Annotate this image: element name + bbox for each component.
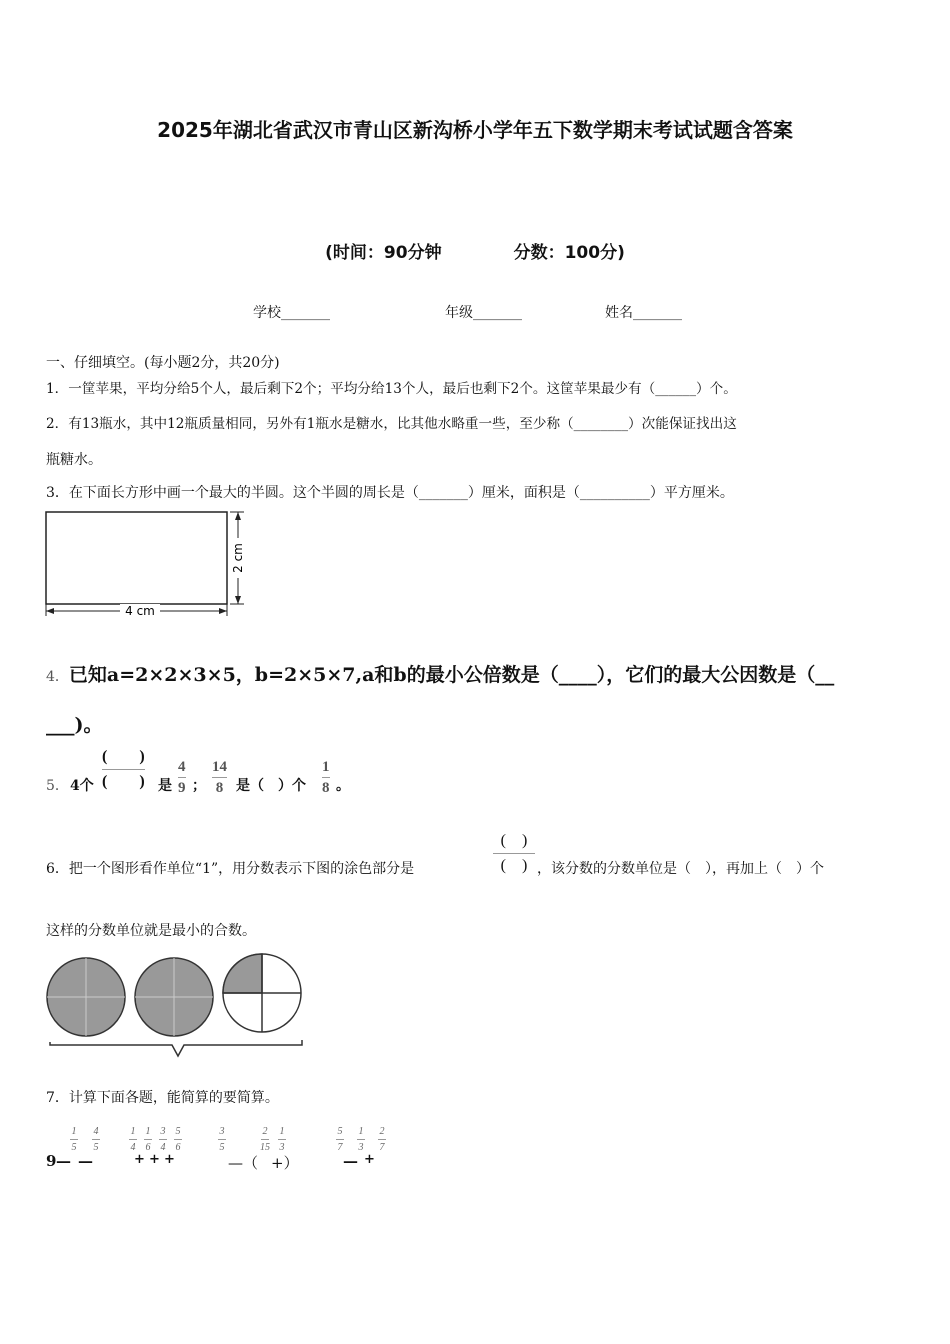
denominator: 7 (379, 1142, 385, 1153)
denominator: 6 (145, 1142, 151, 1153)
numerator: 1 (279, 1126, 285, 1137)
question-6: 6．把一个图形看作单位“1”，用分数表示下图的涂色部分是 (46, 861, 415, 877)
question-1: 1．一筐苹果，平均分给5个人，最后剩下2个；平均分给13个人，最后也剩下2个。这筐苹果最少有（______）个。 (46, 381, 737, 397)
question-5 (46, 746, 446, 806)
denominator: 8 (215, 780, 224, 796)
question-4-text: 已知a=2×2×3×5，b=2×5×7,a和b的最小公倍数是（____），它们的最大公因数是（__ (68, 664, 835, 686)
name-field[interactable]: 姓名_______ (605, 305, 682, 321)
numerator: 1 (145, 1126, 151, 1137)
calc-expressions (46, 1124, 446, 1174)
exam-meta (0, 238, 950, 263)
denominator: 4 (130, 1142, 136, 1153)
numerator: 2 (379, 1126, 385, 1137)
question-2-cont: 瓶糖水。 (46, 452, 102, 468)
q5-text: 。 (336, 778, 350, 794)
q5-text: 是（ ）个 (236, 778, 306, 794)
denominator: 8 (322, 780, 330, 796)
operator: + (134, 1152, 145, 1167)
question-number: 4． (46, 669, 69, 685)
answer-blank[interactable]: ( ) (500, 832, 528, 849)
denominator: 3 (358, 1142, 364, 1153)
question-6-end: 这样的分数单位就是最小的合数。 (46, 923, 256, 939)
numerator: 1 (130, 1126, 136, 1137)
section-heading: 一、仔细填空。(每小题2分，共20分) (46, 355, 280, 371)
operator: +） (271, 1154, 299, 1172)
question-6-cont: ，该分数的分数单位是（ ），再加上（ ）个 (537, 861, 824, 877)
answer-blank[interactable]: ( ) (500, 857, 528, 874)
numerator: 2 (262, 1126, 268, 1137)
grade-field[interactable]: 年级_______ (445, 305, 522, 321)
numerator: 3 (219, 1126, 225, 1137)
denominator: 5 (93, 1142, 99, 1153)
numerator: 1 (71, 1126, 77, 1137)
q5-text: ； (192, 778, 206, 794)
denominator: 3 (279, 1142, 285, 1153)
denominator: 7 (337, 1142, 343, 1153)
denominator: 4 (160, 1142, 166, 1153)
q5-text: 是 (158, 778, 172, 794)
width-label: 4 cm (125, 604, 155, 618)
operator: — (78, 1152, 93, 1170)
number: 9 (46, 1152, 57, 1170)
operator: — (343, 1152, 358, 1170)
height-label: 2 cm (231, 543, 245, 573)
circles-figure (44, 950, 314, 1062)
total-score: 分数：100分) (513, 243, 625, 263)
denominator: 15 (260, 1142, 270, 1153)
page-title: 2025年湖北省武汉市青山区新沟桥小学年五下数学期末考试试题含答案 (157, 118, 793, 142)
numerator: 4 (178, 759, 186, 775)
numerator: 3 (160, 1126, 166, 1137)
operator: + (149, 1152, 160, 1167)
operator: + (164, 1152, 175, 1167)
question-4-cont: ___)。 (46, 714, 103, 736)
answer-blank[interactable]: ( ) (102, 748, 145, 765)
time-limit: (时间：90分钟 (325, 243, 442, 263)
operator: —（ (228, 1154, 259, 1172)
operator: + (364, 1152, 375, 1167)
numerator: 1 (322, 759, 330, 775)
operator: — (56, 1152, 71, 1170)
school-field[interactable]: 学校_______ (253, 305, 330, 321)
answer-blank[interactable]: ( ) (102, 773, 145, 790)
question-4 (46, 660, 834, 687)
question-2: 2．有13瓶水，其中12瓶质量相同，另外有1瓶水是糖水，比其他水略重一些，至少称（________）次能保证找出这 (46, 416, 737, 432)
numerator: 14 (212, 759, 227, 775)
numerator: 1 (358, 1126, 364, 1137)
denominator: 6 (175, 1142, 181, 1153)
denominator: 5 (71, 1142, 77, 1153)
question-number: 5． (46, 778, 69, 794)
numerator: 5 (175, 1126, 181, 1137)
question-7: 7．计算下面各题，能简算的要简算。 (46, 1090, 279, 1106)
numerator: 5 (337, 1126, 343, 1137)
numerator: 4 (93, 1126, 99, 1137)
q5-text: 4个 (70, 778, 94, 794)
denominator: 5 (219, 1142, 225, 1153)
question-3: 3．在下面长方形中画一个最大的半圆。这个半圆的周长是（_______）厘米，面积是（__________）平方厘米。 (46, 485, 734, 501)
denominator: 9 (178, 780, 186, 796)
rectangle-figure (40, 508, 260, 623)
